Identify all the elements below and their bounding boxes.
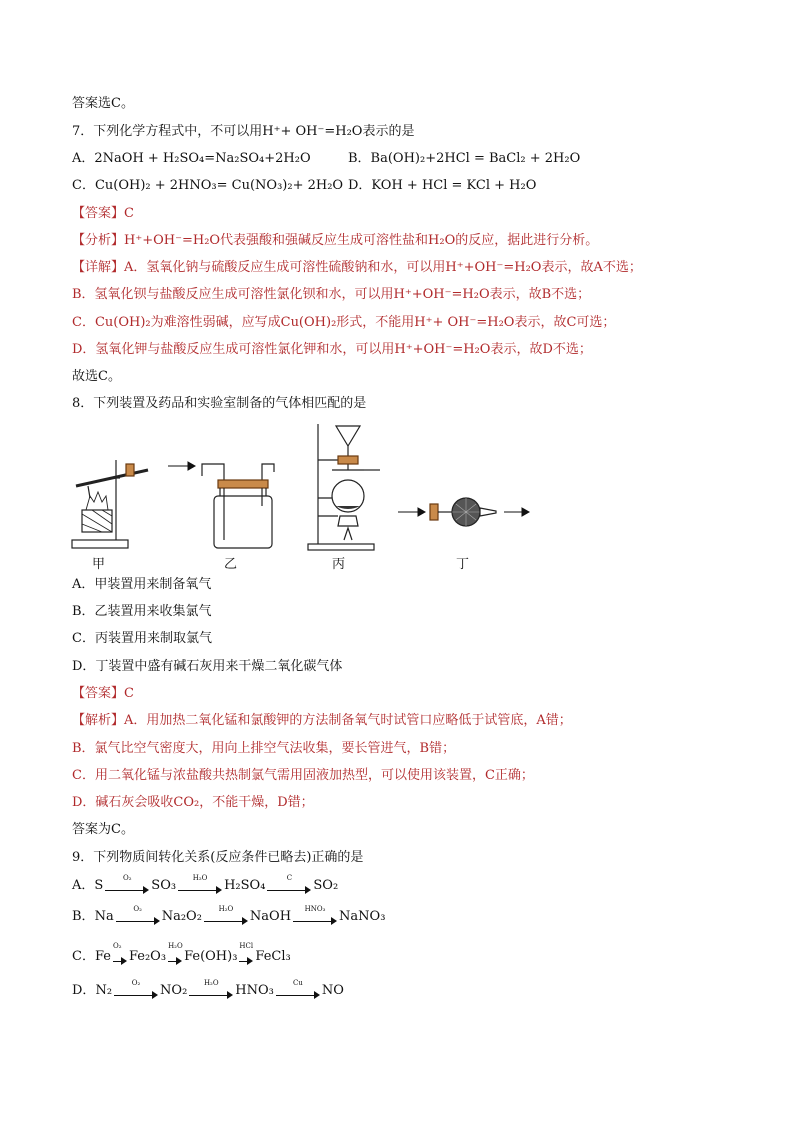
reaction-arrow: H₂O [178,879,222,895]
q7-detail-d: D．氢氧化钾与盐酸反应生成可溶性氯化钾和水，可以用H⁺+OH⁻=H₂O表示，故D不选； [72,342,592,357]
q7-analysis [72,232,598,250]
q7-option-c: C．Cu(OH)₂ + 2HNO₃= Cu(NO₃)₂+ 2H₂O [72,178,344,193]
reaction-arrow: C [267,879,311,895]
reaction-arrow: O₂ [114,984,158,1000]
q9-option-b [72,905,386,926]
q8-answer [72,685,134,703]
q9-option-a [72,874,339,895]
q9-b-species-3: NaNO₃ [339,909,386,924]
q8-explain-a [72,712,572,730]
q9-b-species-1: Na₂O₂ [161,909,202,924]
q8-explain-b: B．氯气比空气密度大，用向上排空气法收集，要长管进气，B错； [72,741,456,756]
q7-option-a: A．2NaOH + H₂SO₄=Na₂SO₄+2H₂O [72,151,311,166]
answer-tag: 【答案】 [72,686,125,701]
q9-b-label: B． [72,909,95,924]
q7-detail-c: C．Cu(OH)₂为难溶性弱碱，应写成Cu(OH)₂形式，不能用H⁺+ OH⁻=H₂O表示，故C可选； [72,315,616,330]
apparatus-bing [308,424,380,550]
q8-option-b: B．乙装置用来收集氯气 [72,604,212,619]
apparatus-yi [202,464,274,548]
q8-option-d: D．丁装置中盛有碱石灰用来干燥二氧化碳气体 [72,659,343,674]
reaction-arrow: H₂O [204,910,248,926]
q9-option-d [72,979,344,1000]
q9-a-label: A． [72,878,95,893]
reaction-arrow: HCl [239,950,253,966]
q7-answer [72,205,134,223]
q7-option-d: D．KOH + HCl = KCl + H₂O [348,178,537,193]
reaction-arrow: HNO₃ [293,910,337,926]
reaction-arrow: O₂ [113,950,127,966]
q9-c-label: C． [72,949,95,964]
previous-answer: 答案选C。 [72,96,134,111]
q7-stem: 7．下列化学方程式中，不可以用H⁺+ OH⁻=H₂O表示的是 [72,124,415,139]
caption-ding: 丁 [456,557,470,572]
q7-answer-value: C [124,206,134,221]
reaction-arrow: O₂ [116,910,160,926]
q7-detail-a [72,259,642,277]
q9-a-species-2: H₂SO₄ [224,878,266,893]
q7-analysis-text: H⁺+OH⁻=H₂O代表强酸和强碱反应生成可溶性盐和H₂O的反应，据此进行分析。 [124,233,599,248]
q7-detail-b: B．氢氧化钡与盐酸反应生成可溶性氯化钡和水，可以用H⁺+OH⁻=H₂O表示，故B不选； [72,287,591,302]
caption-bing: 丙 [332,557,346,572]
reaction-arrow: H₂O [168,950,182,966]
lab-apparatus-figure [68,420,538,570]
q9-option-c [72,942,291,966]
reaction-arrow: Cu [276,984,320,1000]
q8-answer-value: C [124,686,134,701]
q9-c-species-1: Fe₂O₃ [128,949,167,964]
q8-option-a: A．甲装置用来制备氧气 [72,577,212,592]
q9-a-species-1: SO₃ [151,878,177,893]
q9-c-species-0: Fe [94,949,111,964]
apparatus-ding [430,498,496,526]
q9-b-species-0: Na [94,909,114,924]
flow-arrow-1 [168,462,195,470]
caption-jia: 甲 [92,557,106,572]
q8-explain-a-text: A．用加热二氧化锰和氯酸钾的方法制备氧气时试管口应略低于试管底，A错； [124,713,572,728]
detail-tag: 【详解】 [72,260,125,275]
q9-d-label: D． [72,983,96,998]
q9-d-species-0: N₂ [95,983,113,998]
q9-d-species-1: NO₂ [160,983,188,998]
flow-arrow-2 [398,508,425,516]
q8-explain-c: C．用二氧化锰与浓盐酸共热制氯气需用固液加热型，可以使用该装置，C正确； [72,768,534,783]
reaction-arrow: O₂ [105,879,149,895]
q9-a-species-3: SO₂ [313,878,339,893]
explain-tag: 【解析】 [72,713,125,728]
q8-stem: 8．下列装置及药品和实验室制备的气体相匹配的是 [72,396,367,411]
q9-stem: 9．下列物质间转化关系(反应条件已略去)正确的是 [72,850,364,865]
q7-detail-a-text: A．氢氧化钠与硫酸反应生成可溶性硫酸钠和水，可以用H⁺+OH⁻=H₂O表示，故A不选； [124,260,642,275]
q9-d-species-2: HNO₃ [235,983,274,998]
q9-c-species-2: Fe(OH)₃ [184,949,238,964]
q8-option-c: C．丙装置用来制取氯气 [72,631,212,646]
q7-conclusion: 故选C。 [72,369,121,384]
reaction-arrow: H₂O [189,984,233,1000]
q9-a-species-0: S [94,878,104,893]
caption-yi: 乙 [224,557,238,572]
q7-option-b: B．Ba(OH)₂+2HCl = BaCl₂ + 2H₂O [348,151,581,166]
analysis-tag: 【分析】 [72,233,125,248]
q9-b-species-2: NaOH [249,909,292,924]
apparatus-jia [72,460,148,548]
answer-tag: 【答案】 [72,206,125,221]
flow-arrow-3 [504,508,529,516]
q9-d-species-3: NO [321,983,344,998]
q8-explain-d: D．碱石灰会吸收CO₂，不能干燥，D错； [72,795,314,810]
q9-c-species-3: FeCl₃ [255,949,291,964]
q8-conclusion: 答案为C。 [72,822,134,837]
